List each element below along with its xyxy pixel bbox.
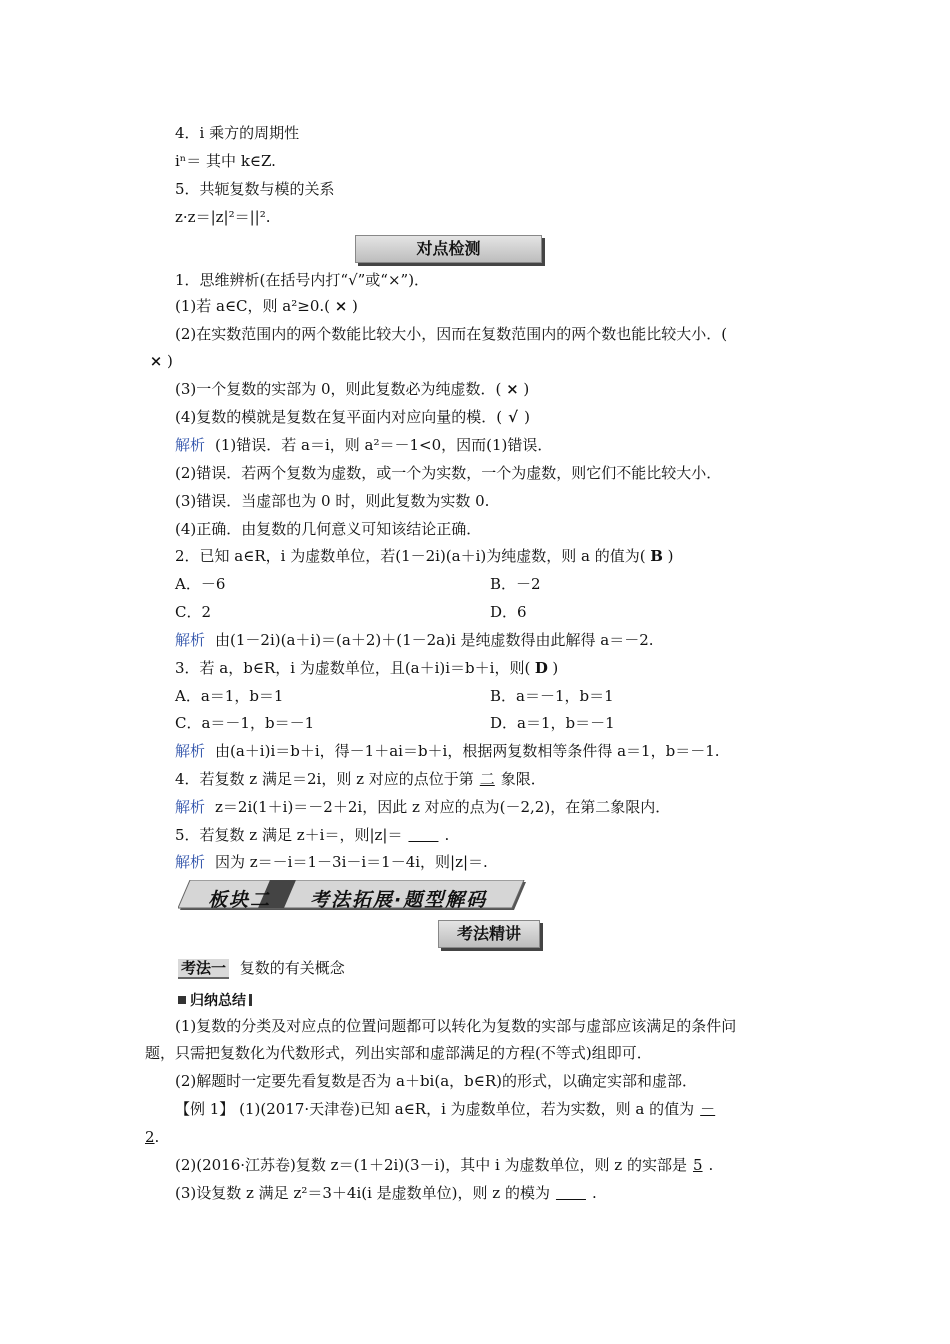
q2-jiexi-text: 由(1－2i)(a＋i)＝(a＋2)＋(1－2a)i 是纯虚数得由此解得 a＝－2. <box>215 631 654 649</box>
summary1-line1: (1)复数的分类及对应点的位置问题都可以转化为复数的实部与虚部应该满足的条件问 <box>175 1017 737 1035</box>
q1-item3 <box>175 379 529 399</box>
q3-stem <box>175 658 558 678</box>
summary2: (2)解题时一定要先看复数是否为 a＋bi(a，b∈R)的形式，以确定实部和虚部． <box>175 1072 698 1090</box>
jiexi-label: 解析 <box>175 436 206 454</box>
q4-jiexi <box>175 797 670 817</box>
example1-part2-answer: 5 <box>692 1156 703 1174</box>
q1-item2-answer: × <box>149 352 163 370</box>
q5-stem-text: 5．若复数 z 满足 z＋i＝，则|z|＝ <box>175 826 403 844</box>
example1-part2-end: . <box>708 1156 714 1174</box>
paren-close: ) <box>167 352 173 370</box>
example1-part1 <box>175 1099 721 1119</box>
q1-jiexi4: (4)正确．由复数的几何意义可知该结论正确． <box>175 520 482 538</box>
q4-answer: 二 <box>479 770 495 788</box>
paren-close: ) <box>667 547 674 565</box>
banner-block2-label: 板块二 <box>208 889 272 911</box>
q2-option-d: D．6 <box>490 603 527 621</box>
paren-close: ) <box>552 659 559 677</box>
guina-heading <box>178 990 252 1010</box>
guina-title: 归纳总结 <box>190 993 246 1009</box>
example1-part3-text: (3)设复数 z 满足 z²＝3＋4i(i 是虚数单位)，则 z 的模为 <box>175 1184 550 1202</box>
banner-kaofa: 考法精讲 <box>438 920 540 948</box>
jiexi-label: 解析 <box>175 798 206 816</box>
example1-part1-answer-a: － <box>700 1100 716 1118</box>
jiexi-label: 解析 <box>175 853 206 871</box>
q4-stem <box>175 769 546 789</box>
q5-stem-end: . <box>444 826 450 844</box>
example1-part3-end: . <box>591 1184 597 1202</box>
banner-check: 对点检测 <box>355 235 542 263</box>
q2-option-b: B．－2 <box>490 575 541 593</box>
q3-option-d: D．a＝1，b＝－1 <box>490 714 615 732</box>
q2-stem-text: 2．已知 a∈R，i 为虚数单位，若(1－2i)(a＋i)为纯虚数，则 a 的值为( <box>175 547 646 565</box>
q1-stem: 1．思维辨析(在括号内打“√”或“×”)． <box>175 271 430 289</box>
q3-stem-text: 3．若 a，b∈R，i 为虚数单位，且(a＋i)i＝b＋i，则( <box>175 659 531 677</box>
q2-option-c: C．2 <box>175 603 212 621</box>
example1-part1-answer-b: 2 <box>145 1128 155 1146</box>
sec4-title: 4．i 乘方的周期性 <box>175 124 300 142</box>
q1-item1-text: (1)若 a∈C，则 a²≥0.( <box>175 297 330 315</box>
q5-stem <box>175 825 449 845</box>
example1-part1-end: . <box>154 1128 160 1146</box>
q2-jiexi <box>175 630 654 650</box>
q3-option-a: A．a＝1，b＝1 <box>175 687 284 705</box>
banner-block2 <box>178 880 528 912</box>
q1-jiexi2: (2)错误．若两个复数为虚数，或一个为实数，一个为虚数，则它们不能比较大小． <box>175 464 722 482</box>
sec5-formula: z·z＝|z|²＝||². <box>175 208 271 226</box>
q3-option-c: C．a＝－1，b＝－1 <box>175 714 315 732</box>
q5-blank <box>402 826 444 844</box>
example1-part1-text: (1)(2017·天津卷)已知 a∈R，i 为虚数单位，若为实数，则 a 的值为 <box>239 1100 695 1118</box>
q1-jiexi3: (3)错误．当虚部也为 0 时，则此复数为实数 0. <box>175 492 490 510</box>
q3-answer: D <box>534 659 548 677</box>
kaofa1-tag: 考法一 <box>178 959 229 979</box>
q4-stem-post: 象限． <box>500 770 546 788</box>
q5-jiexi <box>175 852 488 872</box>
kaofa1-title: 复数的有关概念 <box>239 959 345 977</box>
example1-part2-text: (2)(2016·江苏卷)复数 z＝(1＋2i)(3－i)，其中 i 为虚数单位，则 z 的实部是 <box>175 1156 687 1174</box>
q4-stem-pre: 4．若复数 z 满足＝2i，则 z 对应的点位于第 <box>175 770 474 788</box>
paren-close: ) <box>524 408 530 426</box>
example1-part1-cont <box>145 1127 159 1147</box>
example1-part3 <box>175 1183 597 1203</box>
paren-close: ) <box>352 297 358 315</box>
example1-part3-blank <box>550 1184 592 1202</box>
bar-icon <box>249 994 252 1006</box>
q1-jiexi1-text: (1)错误．若 a＝i，则 a²＝－1<0，因而(1)错误． <box>215 436 553 454</box>
q2-answer: B <box>650 547 663 565</box>
q1-item2: (2)在实数范围内的两个数能比较大小，因而在复数范围内的两个数也能比较大小．( <box>175 325 728 343</box>
square-icon <box>178 996 186 1004</box>
sec4-formula: iⁿ＝ 其中 k∈Z. <box>175 152 276 170</box>
q2-stem <box>175 546 673 566</box>
jiexi-label: 解析 <box>175 631 206 649</box>
example1-part2 <box>175 1155 713 1175</box>
q5-jiexi-text: 因为 z＝－i＝1－3i－i＝1－4i，则|z|＝. <box>215 853 488 871</box>
q4-jiexi-text: z＝2i(1＋i)＝－2＋2i，因此 z 对应的点为(－2,2)，在第二象限内． <box>215 798 671 816</box>
q1-item1 <box>175 296 358 316</box>
q3-jiexi <box>175 741 720 761</box>
q1-jiexi1 <box>175 435 552 455</box>
kaofa1-heading <box>178 958 345 978</box>
paren-close: ) <box>523 380 530 398</box>
q3-option-b: B．a＝－1，b＝1 <box>490 687 614 705</box>
q1-item3-answer: × <box>506 380 519 398</box>
jiexi-label: 解析 <box>175 742 206 760</box>
banner-block2-title: 考法拓展·题型解码 <box>310 889 488 911</box>
q1-item4 <box>175 407 530 427</box>
q1-item3-text: (3)一个复数的实部为 0，则此复数必为纯虚数．( <box>175 380 502 398</box>
q1-item1-answer: × <box>334 297 348 315</box>
example1-label: 【例 1】 <box>175 1100 235 1118</box>
q2-option-a: A．－6 <box>175 575 226 593</box>
sec5-title: 5．共轭复数与模的关系 <box>175 180 335 198</box>
summary1-line2: 题，只需把复数化为代数形式，列出实部和虚部满足的方程(不等式)组即可． <box>145 1044 652 1062</box>
q3-jiexi-text: 由(a＋i)i＝b＋i，得－1＋ai＝b＋i，根据两复数相等条件得 a＝1，b＝－1. <box>215 742 720 760</box>
q1-item4-answer: √ <box>508 408 519 426</box>
q1-item2-cont <box>145 351 173 371</box>
q1-item4-text: (4)复数的模就是复数在复平面内对应向量的模．( <box>175 408 503 426</box>
